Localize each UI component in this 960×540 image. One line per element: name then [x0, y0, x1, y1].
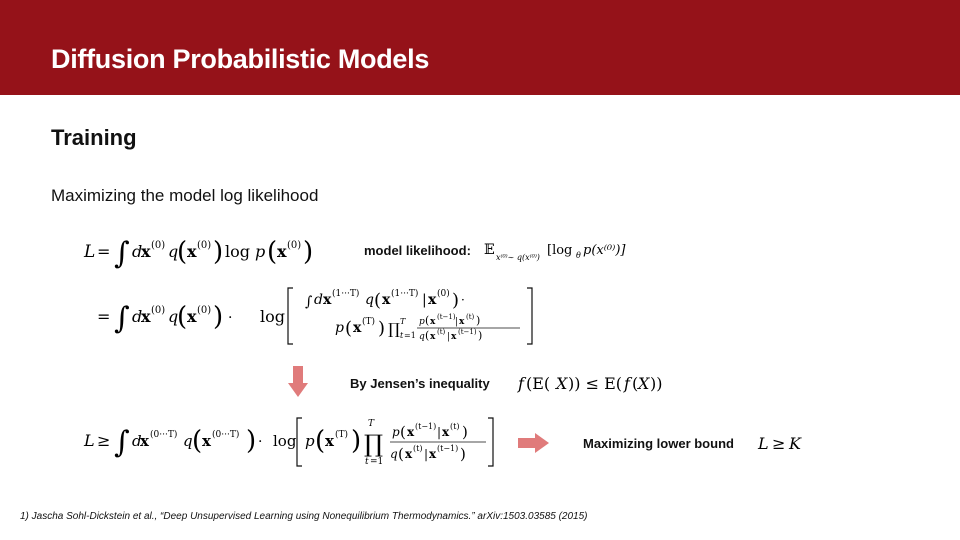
svg-text:x: x	[187, 242, 197, 261]
svg-text:T: T	[368, 419, 375, 429]
svg-text:(t): (t)	[466, 313, 475, 321]
svg-text:(0): (0)	[151, 240, 166, 251]
svg-text:θ: θ	[576, 251, 581, 260]
svg-text:∏: ∏	[388, 320, 400, 338]
svg-text:d: d	[132, 242, 143, 261]
svg-text:L: L	[84, 431, 95, 450]
svg-text:·: ·	[228, 310, 233, 326]
footnote: 1) Jascha Sohl-Dickstein et al., “Deep Unsupervised Learning using Nonequilibrium Thermodynamics.” arXiv:1503.03585 (2015)	[20, 511, 588, 522]
svg-text:x: x	[451, 332, 457, 342]
svg-text:∫: ∫	[114, 301, 130, 336]
svg-text:(0): (0)	[437, 289, 450, 299]
svg-text:[log: [log	[547, 243, 573, 258]
svg-text:∫: ∫	[114, 425, 130, 460]
svg-text:(t): (t)	[437, 328, 446, 336]
svg-text:|: |	[422, 292, 427, 308]
svg-text:(: (	[425, 314, 430, 327]
svg-text:): )	[460, 445, 466, 463]
svg-text:∫: ∫	[305, 294, 313, 310]
model-likelihood-label: model likelihood:	[364, 243, 471, 258]
lower-bound-formula	[756, 430, 816, 458]
svg-text:q: q	[419, 332, 425, 342]
svg-text:=: =	[97, 307, 111, 326]
svg-text:f: f	[624, 374, 630, 393]
svg-text:x: x	[405, 447, 413, 461]
slide-title: Diffusion Probabilistic Models	[51, 44, 430, 74]
svg-text:(: (	[398, 445, 404, 463]
equation-3	[80, 412, 510, 474]
svg-text:): )	[478, 329, 483, 342]
svg-text:log: log	[225, 242, 250, 261]
svg-text:x: x	[459, 317, 465, 327]
svg-text:x: x	[202, 432, 211, 450]
svg-text:(: (	[177, 302, 188, 332]
svg-text:(: (	[315, 426, 326, 456]
svg-text:X: X	[556, 374, 568, 393]
svg-text:x: x	[429, 447, 437, 461]
svg-text:): )	[246, 426, 257, 456]
svg-text:≥: ≥	[772, 434, 786, 453]
svg-text:t: t	[400, 331, 404, 340]
svg-text:p: p	[419, 317, 425, 327]
svg-text:x: x	[428, 292, 437, 308]
svg-text:(T): (T)	[362, 317, 376, 327]
svg-text:(: (	[425, 329, 430, 342]
section-subtitle: Training	[51, 125, 137, 150]
svg-text:q: q	[365, 292, 374, 308]
svg-text:x: x	[323, 292, 332, 308]
svg-text:(0): (0)	[197, 305, 212, 316]
svg-text:(0): (0)	[151, 305, 166, 316]
svg-text:=1: =1	[404, 331, 416, 340]
svg-text:(: (	[192, 426, 203, 456]
svg-text:X: X	[638, 374, 650, 393]
svg-text:log: log	[260, 307, 285, 326]
svg-text:q: q	[183, 432, 193, 450]
svg-text:p: p	[392, 425, 400, 439]
svg-text:p(x⁽⁰⁾)]: p(x⁽⁰⁾)]	[583, 243, 626, 258]
intro-text: Maximizing the model log likelihood	[51, 186, 319, 205]
svg-text:(t−1): (t−1)	[415, 422, 437, 431]
svg-text:)) ≤ E(: )) ≤ E(	[568, 374, 622, 393]
svg-text:|: |	[447, 332, 451, 342]
svg-text:): )	[462, 423, 468, 441]
svg-text:): )	[351, 426, 362, 456]
svg-text:x: x	[353, 320, 362, 336]
svg-text:d: d	[132, 307, 143, 326]
svg-text:d: d	[132, 432, 142, 450]
right-arrow-icon	[518, 433, 550, 453]
svg-text:log: log	[273, 432, 297, 450]
svg-text:|: |	[437, 425, 442, 439]
jensen-formula	[516, 370, 676, 398]
svg-text:q: q	[168, 307, 179, 326]
svg-text:=1: =1	[370, 457, 384, 467]
svg-text:(1···T): (1···T)	[332, 289, 360, 299]
svg-text:)): ))	[650, 374, 663, 393]
svg-text:(t−1): (t−1)	[437, 444, 459, 453]
svg-text:x: x	[141, 307, 151, 326]
title-bar	[0, 0, 960, 95]
svg-text:(0···T): (0···T)	[212, 430, 240, 440]
equation-1	[80, 225, 340, 275]
svg-text:t: t	[365, 457, 369, 467]
svg-text:): )	[303, 237, 314, 267]
svg-text:K: K	[789, 434, 801, 453]
model-likelihood-formula	[484, 236, 634, 266]
svg-text:x: x	[407, 425, 415, 439]
svg-text:∏: ∏	[364, 430, 384, 458]
svg-text:q: q	[168, 242, 179, 261]
svg-text:|: |	[455, 317, 459, 327]
svg-text:x: x	[430, 317, 436, 327]
svg-text:x: x	[430, 332, 436, 342]
svg-text:(1···T): (1···T)	[391, 289, 419, 299]
svg-text:(T): (T)	[335, 430, 349, 440]
svg-text:(: (	[632, 374, 639, 393]
svg-text:(0): (0)	[197, 240, 212, 251]
jensen-label: By Jensen’s inequality	[350, 376, 490, 391]
svg-text:x: x	[140, 432, 149, 450]
svg-text:q: q	[390, 447, 398, 461]
svg-text:(: (	[267, 237, 278, 267]
svg-text:x: x	[187, 307, 197, 326]
equation-2	[80, 280, 550, 350]
svg-text:(0): (0)	[287, 240, 302, 251]
svg-text:x: x	[442, 425, 450, 439]
svg-text:x: x	[382, 292, 391, 308]
svg-text:x⁽⁰⁾∼ q(x⁽⁰⁾): x⁽⁰⁾∼ q(x⁽⁰⁾)	[496, 253, 540, 262]
svg-text:x: x	[141, 242, 151, 261]
svg-text:𝔼: 𝔼	[484, 242, 495, 258]
svg-text:): )	[213, 302, 224, 332]
svg-text:∫: ∫	[114, 236, 130, 271]
svg-text:p: p	[255, 242, 266, 261]
svg-text:p: p	[305, 432, 315, 450]
svg-text:(t): (t)	[450, 422, 460, 431]
svg-text:(t−1): (t−1)	[458, 328, 477, 336]
svg-text:f: f	[518, 374, 524, 393]
svg-text:(: (	[345, 318, 353, 339]
svg-text:·: ·	[461, 293, 465, 307]
svg-text:(: (	[177, 237, 188, 267]
svg-text:): )	[452, 290, 460, 311]
svg-text:): )	[476, 314, 481, 327]
svg-text:x: x	[325, 432, 334, 450]
svg-text:(: (	[374, 290, 382, 311]
svg-text:T: T	[400, 317, 406, 326]
svg-text:(E(: (E(	[526, 374, 551, 393]
svg-text:L: L	[84, 242, 96, 262]
svg-text:(: (	[400, 423, 406, 441]
lower-bound-label: Maximizing lower bound	[583, 436, 734, 451]
svg-text:|: |	[424, 447, 429, 461]
svg-text:≥: ≥	[97, 431, 111, 450]
svg-text:L: L	[758, 434, 769, 453]
svg-text:=: =	[97, 242, 111, 261]
svg-text:): )	[213, 237, 224, 267]
svg-text:): )	[378, 318, 386, 339]
svg-text:d: d	[314, 292, 323, 308]
down-arrow-icon	[288, 366, 308, 398]
svg-text:(t−1): (t−1)	[437, 313, 456, 321]
svg-text:(t): (t)	[413, 444, 423, 453]
svg-text:p: p	[335, 320, 344, 336]
svg-text:(0···T): (0···T)	[150, 430, 178, 440]
svg-text:x: x	[277, 242, 287, 261]
svg-text:·: ·	[258, 434, 263, 450]
